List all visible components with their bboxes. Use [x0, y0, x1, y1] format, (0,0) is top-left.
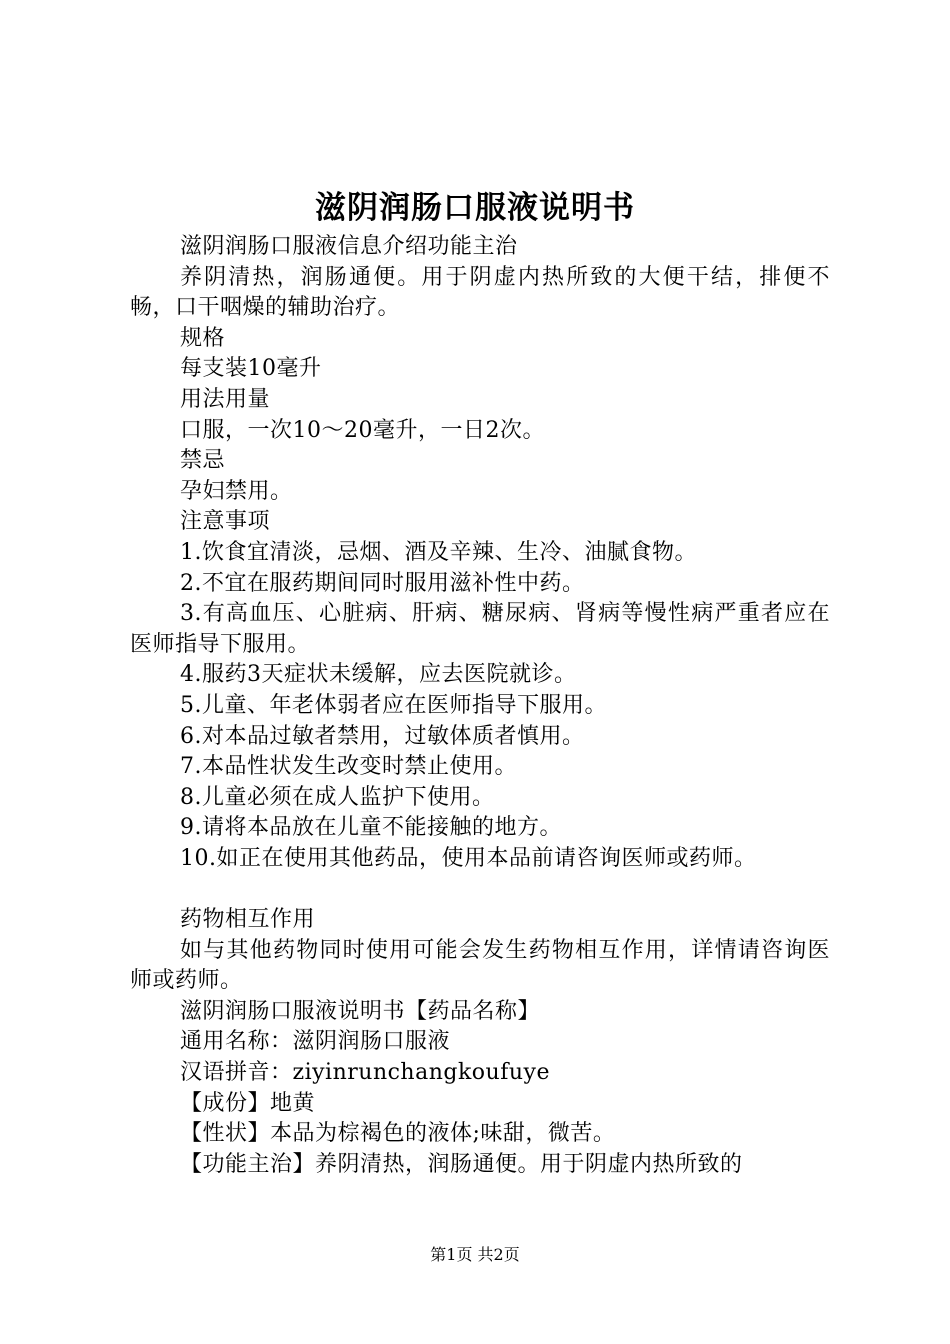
heading-interactions: 药物相互作用: [180, 907, 316, 933]
precaution-item: 8.儿童必须在成人监护下使用。: [180, 784, 495, 810]
precaution-item: 7.本品性状发生改变时禁止使用。: [180, 754, 517, 780]
page-footer: 第1页 共2页: [430, 1245, 520, 1264]
precaution-item: 10.如正在使用其他药品，使用本品前请咨询医师或药师。: [180, 845, 757, 871]
precaution-item: 2.不宜在服药期间同时服用滋补性中药。: [180, 570, 585, 596]
paragraph-generic-name: 通用名称：滋阴润肠口服液: [180, 1029, 451, 1055]
paragraph-interactions: 如与其他药物同时使用可能会发生药物相互作用，详情请咨询医师或药师。: [130, 937, 830, 994]
heading-contraindication: 禁忌: [180, 448, 226, 474]
document-title: 滋阴润肠口服液说明书: [315, 190, 635, 226]
precaution-item: 5.儿童、年老体弱者应在医师指导下服用。: [180, 692, 607, 718]
paragraph-intro: 滋阴润肠口服液信息介绍功能主治: [180, 234, 518, 259]
heading-drug-name: 滋阴润肠口服液说明书【药品名称】: [180, 998, 541, 1024]
paragraph-pinyin: 汉语拼音：ziyinrunchangkoufuye: [180, 1060, 550, 1086]
document-body: [130, 232, 830, 1180]
heading-precautions: 注意事项: [180, 509, 271, 535]
precaution-item: 9.请将本品放在儿童不能接触的地方。: [180, 815, 562, 841]
paragraph-ingredients: 【成份】地黄: [180, 1090, 316, 1116]
heading-usage: 用法用量: [180, 386, 271, 412]
precaution-item: 4.服药3天症状未缓解，应去医院就诊。: [180, 662, 577, 688]
blank-line: [130, 874, 830, 905]
precaution-item: 6.对本品过敏者禁用，过敏体质者慎用。: [180, 723, 585, 749]
paragraph-contraindication: 孕妇禁用。: [180, 478, 293, 504]
paragraph-indications: 【功能主治】养阴清热，润肠通便。用于阴虚内热所致的: [180, 1151, 743, 1177]
precaution-item: 1.饮食宜清淡，忌烟、酒及辛辣、生冷、油腻食物。: [180, 539, 697, 565]
heading-spec: 规格: [180, 325, 226, 351]
paragraph-spec: 每支装10毫升: [180, 356, 322, 382]
paragraph-usage: 口服，一次10～20毫升，一日2次。: [180, 417, 545, 443]
paragraph-properties: 【性状】本品为棕褐色的液体;味甜，微苦。: [180, 1121, 616, 1147]
precaution-item: 3.有高血压、心脏病、肝病、糖尿病、肾病等慢性病严重者应在医师指导下服用。: [130, 601, 830, 657]
paragraph-function: 养阴清热，润肠通便。用于阴虚内热所致的大便干结，排便不畅，口干咽燥的辅助治疗。: [130, 264, 830, 321]
